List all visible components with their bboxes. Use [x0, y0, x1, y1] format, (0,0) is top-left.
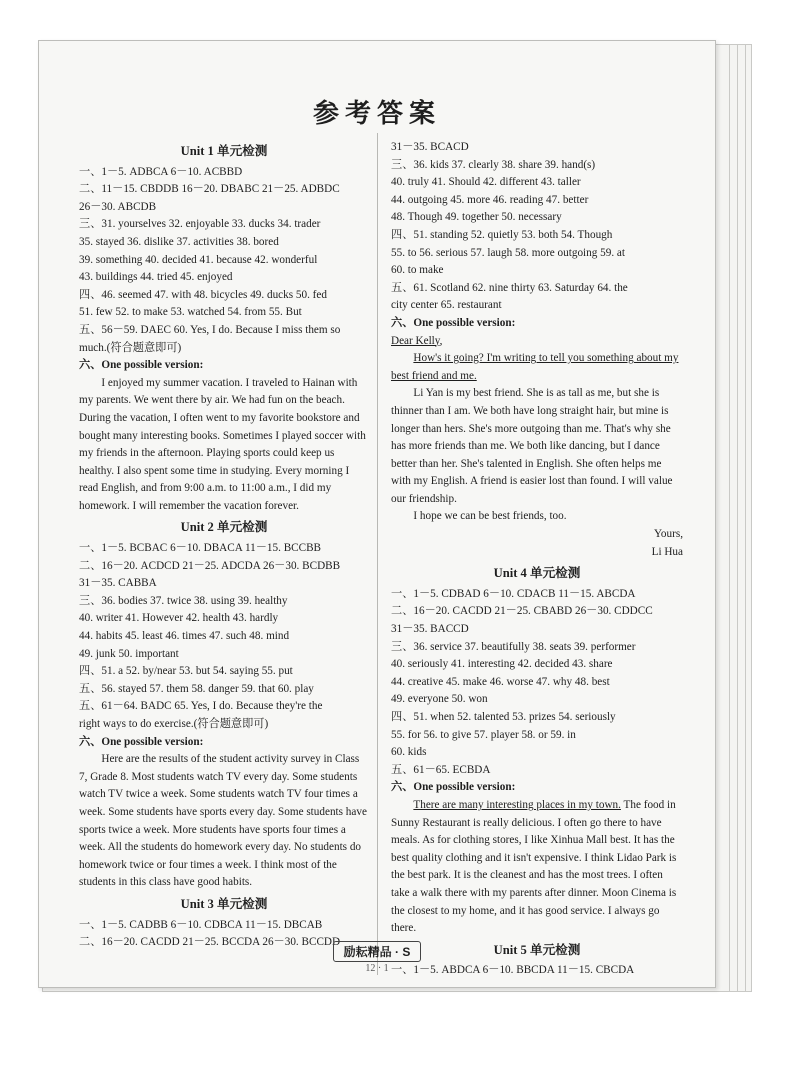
unit1-line: much.(符合题意即可) — [79, 341, 182, 354]
unit3-line: 五、61. Scotland 62. nine thirty 63. Saturday 64. the — [391, 281, 628, 294]
unit3-line: 48. Though 49. together 50. necessary — [391, 211, 562, 224]
page-title: 参考答案 — [312, 99, 441, 128]
unit4-essay-label: 六、One possible version: — [391, 781, 516, 794]
footer — [39, 941, 715, 962]
unit1-line: 26－30. ABCDB — [79, 200, 157, 213]
unit1-line: 二、11－15. CBDDB 16－20. DBABC 21－25. ADBDC — [79, 183, 340, 196]
unit3-line: 31－35. BCACD — [391, 141, 469, 153]
unit4-line: 49. everyone 50. won — [391, 693, 488, 706]
unit1-line: 四、46. seemed 47. with 48. bicycles 49. ducks 50. fed — [79, 288, 327, 301]
unit2-line: 三、36. bodies 37. twice 38. using 39. healthy — [79, 594, 288, 607]
unit4-line: 31－35. BACCD — [391, 623, 469, 636]
unit3-line: 二、16－20. CACDD 21－25. BCCDA 26－30. BCCDD — [79, 936, 341, 949]
unit3-line: 55. to 56. serious 57. laugh 58. more outgoing 59. at — [391, 246, 625, 259]
letter-body: Li Yan is my best friend. She is as tall as me, but she is thinner than I am. We both have long straight hair, but mine is longer than hers. She's more outgoing than me. That's why she has more friends than me. We both like dancing, but I dance better than her. She's talented in English. She often helps me with my English. A friend is easier lost than found. I will value our friendship. — [391, 387, 673, 505]
unit3-line: 60. to make — [391, 264, 444, 277]
unit3-heading: Unit 3 单元检测 — [180, 896, 268, 911]
unit2-line: 49. junk 50. important — [79, 647, 179, 660]
brand-badge: 励耘精品 · S — [333, 941, 422, 962]
unit3-line: city center 65. restaurant — [391, 299, 502, 312]
unit4-essay-lead: There are many interesting places in my town. — [413, 798, 621, 811]
unit4-essay — [391, 797, 683, 938]
unit2-essay-label: 六、One possible version: — [79, 735, 204, 748]
unit5-heading: Unit 5 单元检测 — [493, 942, 581, 957]
page-number: 12 · 1 — [365, 963, 389, 974]
unit1-line: 五、56－59. DAEC 60. Yes, I do. Because I miss them so — [79, 323, 341, 336]
unit4-line: 二、16－20. CACDD 21－25. CBABD 26－30. CDDCC — [391, 605, 653, 618]
unit4-line: 三、36. service 37. beautifully 38. seats 39. performer — [391, 640, 636, 653]
answer-page — [38, 40, 716, 988]
unit1-line: 三、31. yourselves 32. enjoyable 33. ducks 34. trader — [79, 218, 321, 231]
unit3-line: 三、36. kids 37. clearly 38. share 39. hand(s) — [391, 158, 596, 171]
unit2-line: 五、61－64. BADC 65. Yes, I do. Because they're the — [79, 700, 323, 713]
unit4-line: 四、51. when 52. talented 53. prizes 54. seriously — [391, 711, 616, 723]
unit2-line: right ways to do exercise.(符合题意即可) — [79, 718, 269, 730]
unit1-line: 一、1－5. ADBCA 6－10. ACBBD — [79, 165, 243, 178]
unit1-heading: Unit 1 单元检测 — [180, 144, 268, 158]
unit1-line: 35. stayed 36. dislike 37. activities 38. bored — [79, 235, 279, 248]
unit1-essay-label: 六、One possible version: — [79, 359, 204, 372]
left-column — [79, 139, 369, 952]
unit3-line: 一、1－5. CADBB 6－10. CDBCA 11－15. DBCAB — [79, 918, 323, 931]
unit2-essay: Here are the results of the student activity survey in Class 7, Grade 8. Most students watch TV every day. Some students watch TV twice a week. Some students watch TV four times a week. Some students have sports every day. Some students have sports twice a week. More students have sports four times a week. All the students do homework every day. No students do homework twice or four times a week. I think most of the students in this class have good habits. — [79, 753, 367, 889]
unit1-line: 39. something 40. decided 41. because 42. wonderful — [79, 253, 318, 266]
letter-signoff: Yours, — [653, 528, 683, 541]
unit4-essay-text: The food in Sunny Restaurant is really delicious. I often go there to have meals. As for clothing stores, I like Xinhua Mall best. It has the best quality clothing and it isn't expensive. I think Lidao Park is the best park. It is the cleanest and has the most trees. I often take a walk there with my parents after dinner. Moon Cinema is the closest to my home, and it has good service. I always go there. — [391, 798, 677, 935]
unit2-line: 40. writer 41. However 42. health 43. hardly — [79, 612, 279, 625]
unit2-line: 31－35. CABBA — [79, 577, 157, 590]
unit3-line: 四、51. standing 52. quietly 53. both 54. Though — [391, 228, 613, 241]
letter-name: Li Hua — [651, 545, 683, 558]
unit1-essay: I enjoyed my summer vacation. I traveled to Hainan with my parents. We went there by air. We had fun on the beach. During the vacation, I often went to my favorite bookstore and bought many interesting books. Sometimes I played soccer with my friends in the afternoon. Playing sports could keep us healthy. I also spent some time in studying. Every morning I read English, and from 9:00 a.m. to 11:00 a.m., I did my homework. I will remember the vacation forever. — [79, 376, 366, 512]
letter-label: 六、One possible version: — [391, 316, 516, 329]
letter-greeting: Dear Kelly, — [391, 334, 443, 347]
unit1-line: 51. few 52. to make 53. watched 54. from 55. But — [79, 306, 302, 319]
unit4-line: 60. kids — [391, 746, 427, 759]
unit5-line: 一、1－5. ABDCA 6－10. BBCDA 11－15. CBCDA — [391, 964, 635, 977]
unit2-line: 一、1－5. BCBAC 6－10. DBACA 11－15. BCCBB — [79, 542, 322, 555]
letter-closing: I hope we can be best friends, too. — [413, 510, 567, 523]
unit2-line: 44. habits 45. least 46. times 47. such 48. mind — [79, 630, 290, 643]
unit4-line: 五、61－65. ECBDA — [391, 763, 491, 776]
unit1-line: 43. buildings 44. tried 45. enjoyed — [79, 271, 233, 284]
unit4-line: 40. seriously 41. interesting 42. decided 43. share — [391, 658, 613, 671]
column-divider — [377, 133, 378, 975]
unit2-line: 二、16－20. ACDCD 21－25. ADCDA 26－30. BCDBB — [79, 559, 341, 572]
unit2-line: 五、56. stayed 57. them 58. danger 59. that 60. play — [79, 682, 314, 695]
unit2-line: 四、51. a 52. by/near 53. but 54. saying 55. put — [79, 665, 293, 678]
unit4-line: 55. for 56. to give 57. player 58. or 59. in — [391, 728, 576, 741]
right-column — [391, 139, 683, 980]
unit4-line: 44. creative 45. make 46. worse 47. why 48. best — [391, 675, 610, 688]
unit3-line: 40. truly 41. Should 42. different 43. taller — [391, 176, 581, 189]
unit4-line: 一、1－5. CDBAD 6－10. CDACB 11－15. ABCDA — [391, 587, 636, 600]
unit4-heading: Unit 4 单元检测 — [493, 566, 581, 581]
unit2-heading: Unit 2 单元检测 — [180, 520, 268, 535]
unit3-line: 44. outgoing 45. more 46. reading 47. better — [391, 193, 589, 206]
letter-opening: How's it going? I'm writing to tell you something about my best friend and me. — [391, 352, 679, 382]
